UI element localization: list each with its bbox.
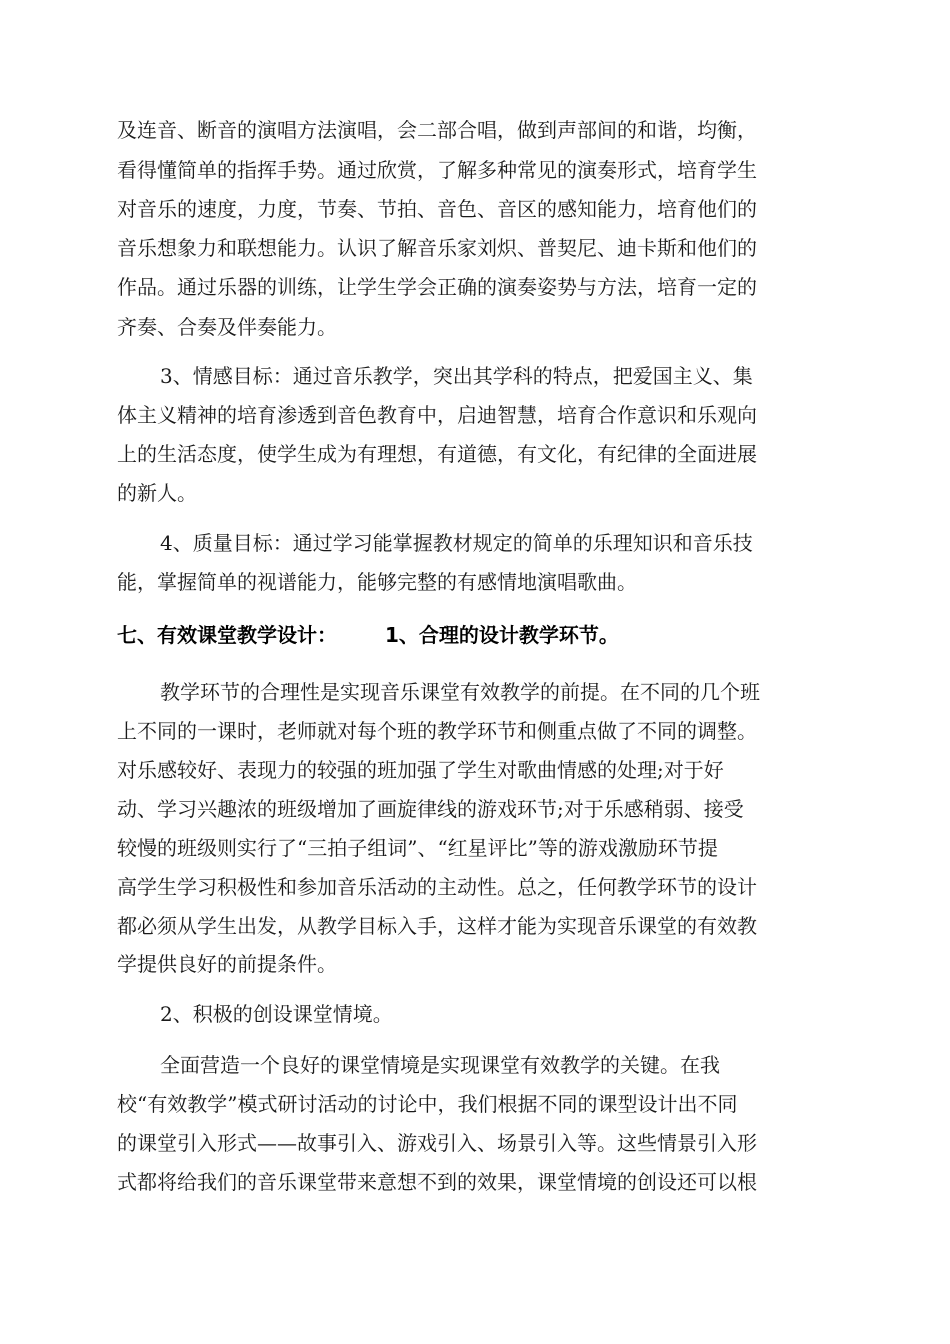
section-heading-title: 七、有效课堂教学设计：: [117, 623, 337, 647]
emotion-line-1: 3、情感目标：通过音乐教学，突出其学科的特点，把爱国主义、集: [160, 364, 753, 388]
emotion-line-3: 上的生活态度，使学生成为有理想，有道德，有文化，有纪律的全面进展: [117, 442, 757, 466]
situation-line-2: 校“有效教学”模式研讨活动的讨论中，我们根据不同的课型设计出不同: [117, 1092, 738, 1116]
skills-line-1: 及连音、断音的演唱方法演唱，会二部合唱，做到声部间的和谐，均衡，: [117, 118, 757, 142]
section-heading: [117, 621, 619, 649]
situation-line-3: 的课堂引入形式——故事引入、游戏引入、场景引入等。这些情景引入形: [117, 1131, 757, 1155]
situation-line-1: 全面营造一个良好的课堂情境是实现课堂有效教学的关键。在我: [160, 1053, 720, 1077]
links-line-7: 都必须从学生出发，从教学目标入手，这样才能为实现音乐课堂的有效教: [117, 914, 757, 938]
skills-line-3: 对音乐的速度，力度，节奏、节拍、音色、音区的感知能力，培育他们的: [117, 197, 757, 221]
quality-line-2: 能，掌握简单的视谱能力，能够完整的有感情地演唱歌曲。: [117, 570, 637, 594]
links-line-8: 学提供良好的前提条件。: [117, 952, 337, 976]
subheading-2: 2、积极的创设课堂情境。: [160, 1002, 393, 1026]
quality-line-1: 4、质量目标：通过学习能掌握教材规定的简单的乐理知识和音乐技: [160, 531, 753, 555]
skills-line-2: 看得懂简单的指挥手势。通过欣赏，了解多种常见的演奏形式，培育学生: [117, 158, 757, 182]
links-line-3: 对乐感较好、表现力的较强的班加强了学生对歌曲情感的处理;对于好: [117, 758, 724, 782]
links-line-1: 教学环节的合理性是实现音乐课堂有效教学的前提。在不同的几个班: [160, 680, 760, 704]
situation-line-4: 式都将给我们的音乐课堂带来意想不到的效果，课堂情境的创设还可以根: [117, 1170, 757, 1194]
emotion-line-4: 的新人。: [117, 481, 197, 505]
section-heading-subtitle: 1、合理的设计教学环节。: [385, 623, 619, 647]
emotion-line-2: 体主义精神的培育渗透到音色教育中，启迪智慧，培育合作意识和乐观向: [117, 403, 757, 427]
links-line-5: 较慢的班级则实行了“三拍子组词”、“红星评比”等的游戏激励环节提: [117, 836, 718, 860]
skills-line-4: 音乐想象力和联想能力。认识了解音乐家刘炽、普契尼、迪卡斯和他们的: [117, 236, 757, 260]
links-line-6: 高学生学习积极性和参加音乐活动的主动性。总之，任何教学环节的设计: [117, 875, 757, 899]
skills-line-5: 作品。通过乐器的训练，让学生学会正确的演奏姿势与方法，培育一定的: [117, 275, 757, 299]
links-line-4: 动、学习兴趣浓的班级增加了画旋律线的游戏环节;对于乐感稍弱、接受: [117, 797, 744, 821]
links-line-2: 上不同的一课时，老师就对每个班的教学环节和侧重点做了不同的调整。: [117, 719, 757, 743]
skills-line-6: 齐奏、合奏及伴奏能力。: [117, 315, 337, 339]
